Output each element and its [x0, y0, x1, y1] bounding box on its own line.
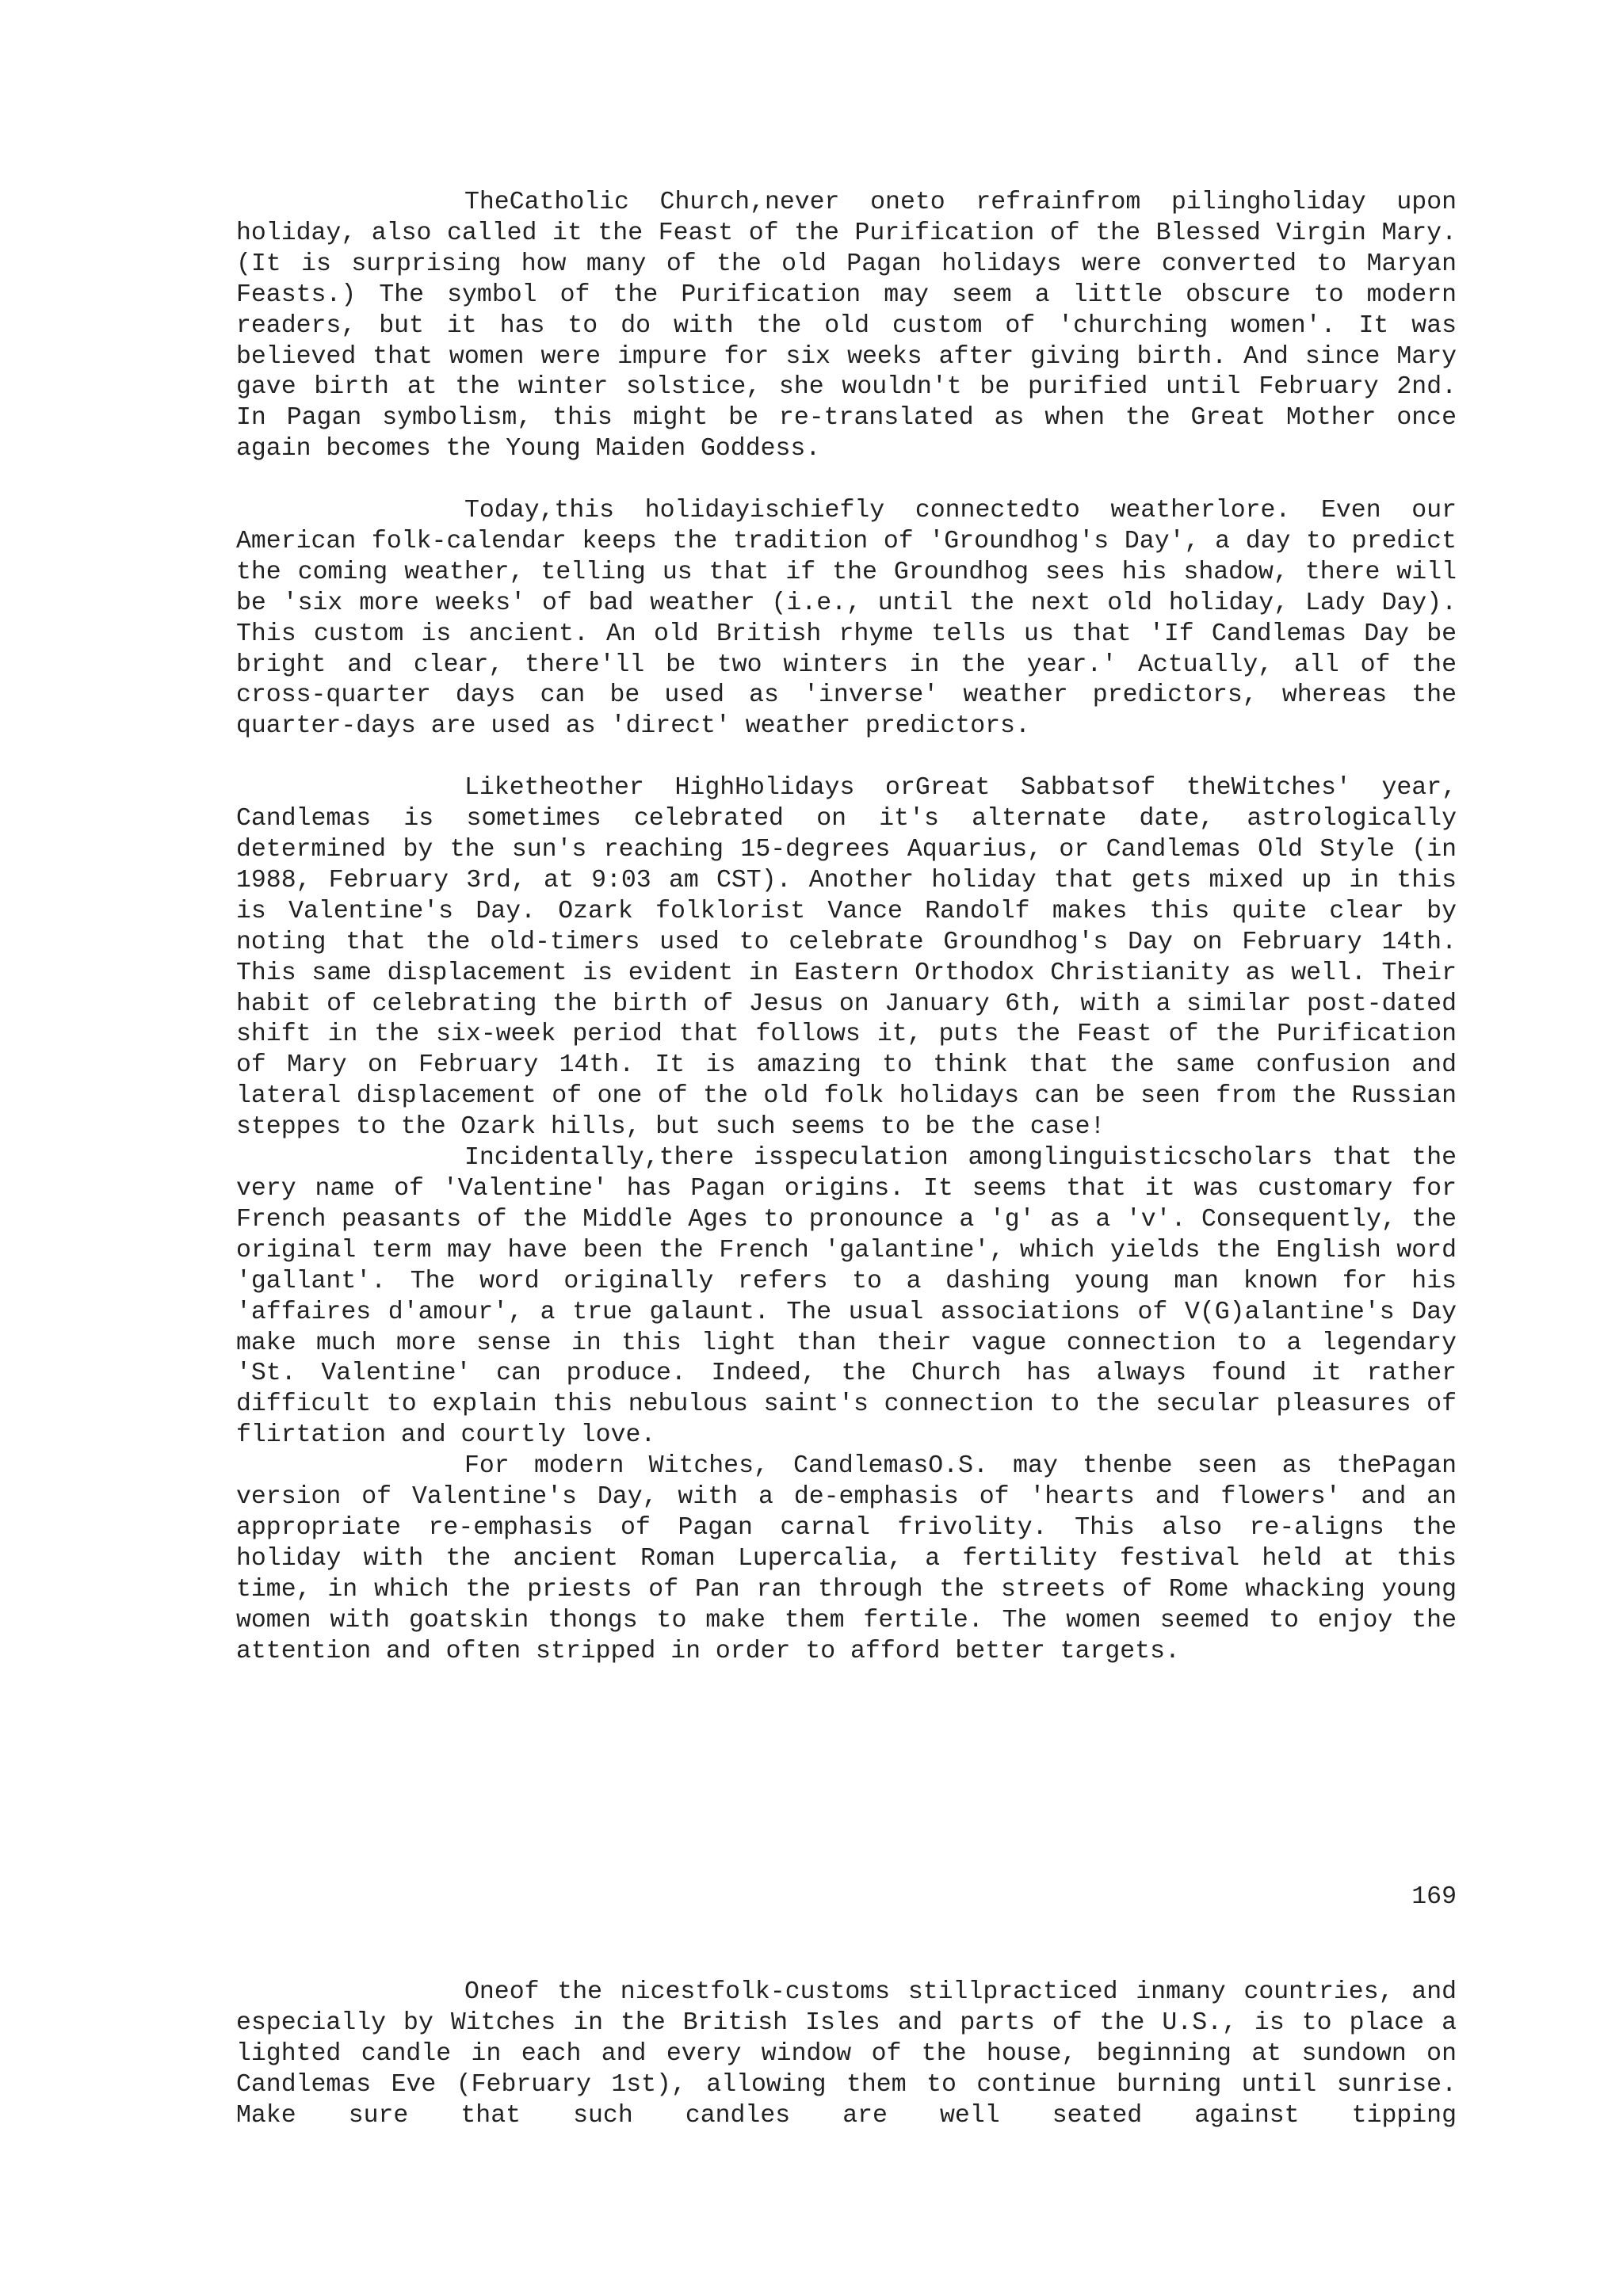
paragraph-valentine-origins: Incidentally,there isspeculation amonglinguisticscholars that the very name of 'Valentine' has Pagan origins. It seems that it was customary for French peasants of the Middle Ages to pronounce a 'g' as a 'v'. Consequently, the original term may have been the French 'galantine', which yields the English word 'gallant'. The word originally refers to a dashing young man known for his 'affaires d'amour', a true galaunt. The usual associations of V(G)alantine's Day make much more sense in this light than their vague connection to a legendary 'St. Valentine' can produce. Indeed, the Church has always found it rather difficult to explain this nebulous saint's connection to the secular pleasures of flirtation and courtly love. [236, 1144, 1457, 1450]
page-number: 169 [1411, 1883, 1457, 1911]
paragraph-candle-custom: Oneof the nicestfolk-customs stillpracticed inmany countries, and especially by Witches in the British Isles and parts of the U.S., is to place a lighted candle in each and every window of the house, beginning at sundown on Candlemas Eve (February 1st), allowing them to continue burning until sunrise. Make sure that such candles are well seated against tipping [236, 1978, 1457, 2130]
page-one-text [236, 188, 1457, 1667]
paragraph-alternate-date: Liketheother HighHolidays orGreat Sabbatsof theWitches' year, Candlemas is sometimes celebrated on it's alternate date, astrologically determined by the sun's reaching 15-degrees Aquarius, or Candlemas Old Style (in 1988, February 3rd, at 9:03 am CST). Another holiday that gets mixed up in this is Valentine's Day. Ozark folklorist Vance Randolf makes this quite clear by noting that the old-timers used to celebrate Groundhog's Day on February 14th. This same displacement is evident in Eastern Orthodox Christianity as well. Their habit of celebrating the birth of Jesus on January 6th, with a similar post-dated shift in the six-week period that follows it, puts the Feast of the Purification of Mary on February 14th. It is amazing to think that the same confusion and lateral displacement of one of the old folk holidays can be seen from the Russian steppes to the Ozark hills, but such seems to be the case! [236, 774, 1457, 1142]
paragraph-weatherlore: Today,this holidayischiefly connectedto weatherlore. Even our American folk-calendar keeps the tradition of 'Groundhog's Day', a day to predict the coming weather, telling us that if the Groundhog sees his shadow, there will be 'six more weeks' of bad weather (i.e., until the next old holiday, Lady Day). This custom is ancient. An old British rhyme tells us that 'If Candlemas Day be bright and clear, there'll be two winters in the year.' Actually, all of the cross-quarter days can be used as 'inverse' weather predictors, whereas the quarter-days are used as 'direct' weather predictors. [236, 497, 1457, 741]
paragraph-gap [236, 465, 1457, 496]
paragraph-modern-witches: For modern Witches, CandlemasO.S. may thenbe seen as thePagan version of Valentine's Day, with a de-emphasis of 'hearts and flowers' and an appropriate re-emphasis of Pagan carnal frivolity. This also re-aligns the holiday with the ancient Roman Lupercalia, a fertility festival held at this time, in which the priests of Pan ran through the streets of Rome whacking young women with goatskin thongs to make them fertile. The women seemed to enjoy the attention and often stripped in order to afford better targets. [236, 1452, 1457, 1665]
paragraph-gap [236, 742, 1457, 773]
paragraph-purification: TheCatholic Church,never oneto refrainfrom pilingholiday upon holiday, also called it the Feast of the Purification of the Blessed Virgin Mary. (It is surprising how many of the old Pagan holidays were converted to Maryan Feasts.) The symbol of the Purification may seem a little obscure to modern readers, but it has to do with the old custom of 'churching women'. It was believed that women were impure for six weeks after giving birth. And since Mary gave birth at the winter solstice, she wouldn't be purified until February 2nd. In Pagan symbolism, this might be re-translated as when the Great Mother once again becomes the Young Maiden Goddess. [236, 189, 1457, 463]
page-two-text [236, 1978, 1457, 2132]
